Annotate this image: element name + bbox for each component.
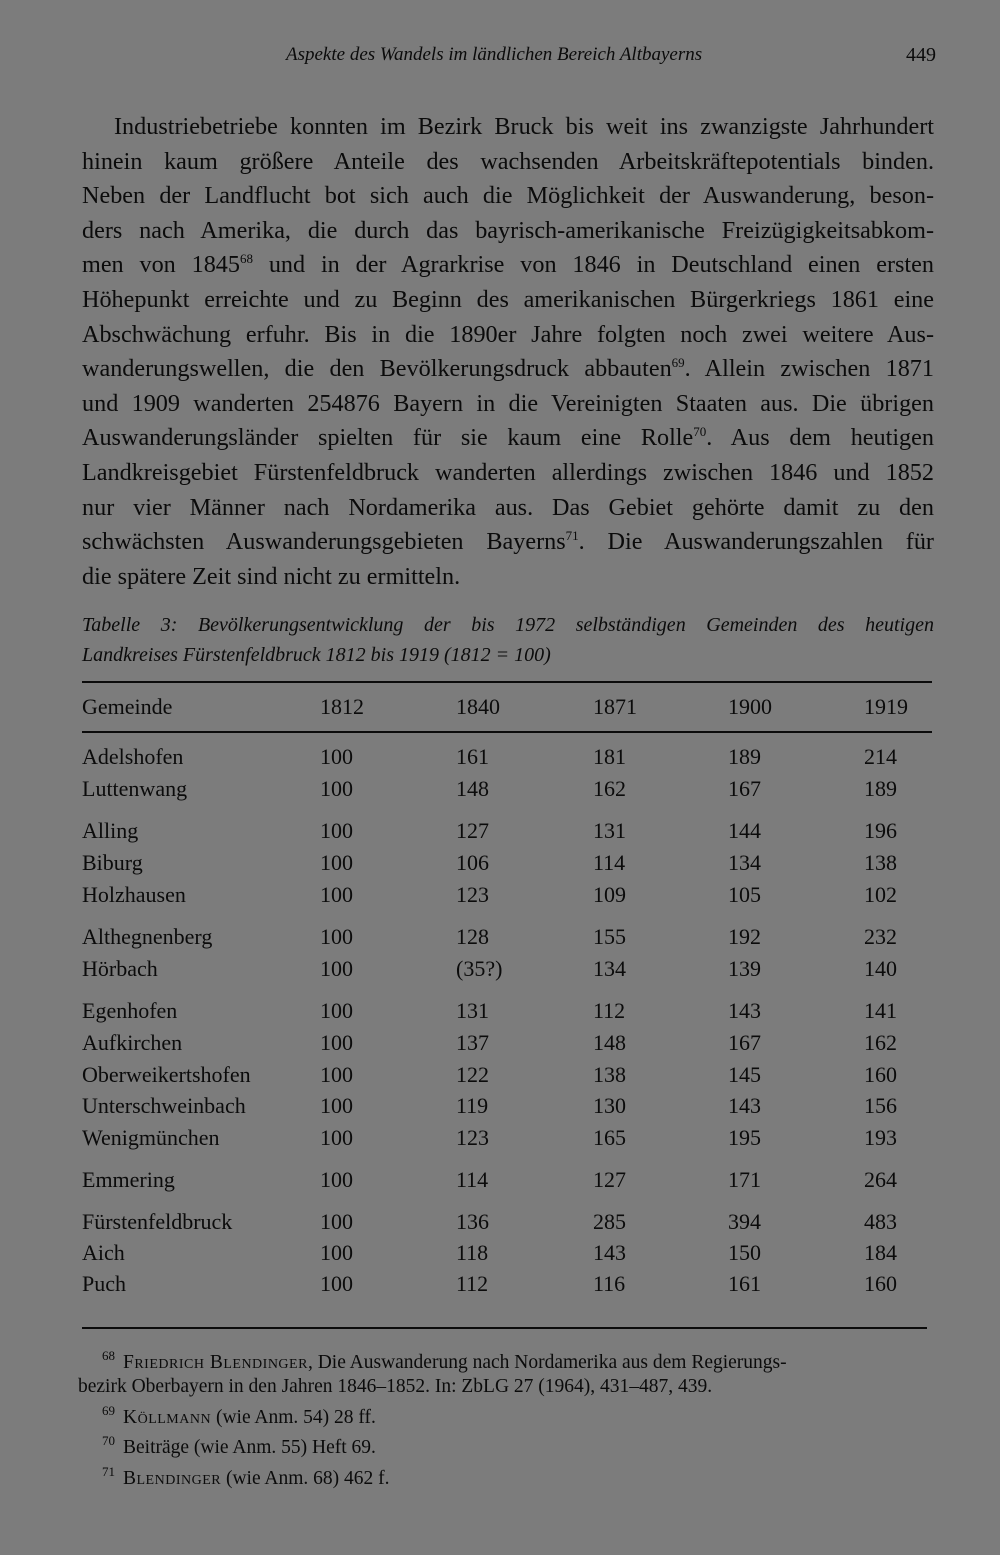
index-value: 118 [456,1240,489,1265]
footnote-number: 70 [102,1433,115,1449]
table-row [82,1167,932,1199]
index-value: 131 [593,818,626,843]
index-value: 171 [728,1167,761,1192]
municipality-name: Puch [82,1271,126,1296]
index-value: 148 [593,1030,626,1055]
index-value: 144 [728,818,761,843]
text-segment: Industriebetriebe konnten im Bezirk Bruck bis weit ins zwanzigste Jahrhundert [114,113,934,140]
text-line [82,248,934,283]
text-line [82,179,934,214]
footnote-rule [82,1327,927,1329]
text-segment: wanderungswellen, die den Bevölkerungsdruck abbauten [82,355,672,383]
index-value: 100 [320,1209,353,1234]
table-row [82,1093,932,1125]
index-value: 100 [320,1167,353,1192]
index-value: 192 [728,924,761,949]
text-line [82,421,934,456]
index-value: 116 [593,1271,626,1296]
table-row [82,1125,932,1157]
index-value: 138 [864,850,897,875]
index-value: 100 [320,818,353,843]
municipality-name: Emmering [82,1167,175,1192]
body-paragraph [82,110,934,594]
index-value: 100 [320,1093,353,1118]
index-value: 161 [728,1271,761,1296]
index-value: 106 [456,850,489,875]
index-value: 160 [864,1062,897,1087]
index-value: (35?) [456,956,503,981]
column-header: Gemeinde [82,694,173,719]
index-value: 128 [456,924,489,949]
footnote-number: 69 [102,1402,115,1418]
text-segment: Höhepunkt erreichte und zu Beginn des amerikanischen Bürgerkriegs 1861 eine [82,285,934,313]
text-segment: Landkreisgebiet Fürstenfeldbruck wanderten allerdings zwischen 1846 und 1852 [82,458,934,486]
index-value: 119 [456,1093,489,1118]
index-value: 150 [728,1240,761,1265]
index-value: 127 [593,1167,626,1192]
table-row [82,1062,932,1094]
table-row [82,1030,932,1062]
text-segment: schwächsten Auswanderungsgebieten Bayerns [82,528,566,556]
index-value: 189 [728,744,761,769]
text-line [82,560,934,595]
municipality-name: Unterschweinbach [82,1093,246,1118]
index-value: 112 [593,998,626,1023]
text-line [82,387,934,422]
index-value: 138 [593,1062,626,1087]
index-value: 100 [320,1125,353,1150]
index-value: 143 [728,998,761,1023]
text-line [82,352,934,387]
footnote-author: Köllmann [123,1406,212,1428]
index-value: 193 [864,1125,897,1150]
table-caption [82,610,934,670]
table-row [82,776,932,808]
index-value: 100 [320,776,353,801]
index-value: 100 [320,1030,353,1055]
footnote-ref: 71 [565,528,579,544]
index-value: 167 [728,776,761,801]
footnote-text: Beiträge (wie Anm. 55) Heft 69. [123,1437,376,1459]
footnote [78,1429,938,1460]
footnote [78,1399,938,1430]
table-row [82,924,932,956]
index-value: 161 [456,744,489,769]
column-header: 1919 [864,694,908,719]
municipality-name: Alling [82,818,139,843]
index-value: 148 [456,776,489,801]
index-value: 483 [864,1209,897,1234]
text-segment: nur vier Männer nach Nordamerika aus. Das Gebiet gehörte damit zu den [82,493,934,521]
index-value: 189 [864,776,897,801]
index-value: 131 [456,998,489,1023]
index-value: 136 [456,1209,489,1234]
index-value: 123 [456,882,489,907]
table-row [82,998,932,1030]
index-value: 155 [593,924,626,949]
index-value: 264 [864,1167,897,1192]
municipality-name: Luttenwang [82,776,188,801]
index-value: 100 [320,956,353,981]
index-value: 167 [728,1030,761,1055]
text-segment: und 1909 wanderten 254876 Bayern in die Vereinigten Staaten aus. Die übrigen [82,389,934,417]
footnote [78,1344,938,1375]
index-value: 156 [864,1093,897,1118]
index-value: 100 [320,924,353,949]
index-value: 162 [864,1030,897,1055]
table-row [82,1209,932,1241]
index-value: 100 [320,998,353,1023]
text-segment: . Allein zwischen 1871 [684,355,934,383]
index-value: 214 [864,744,897,769]
footnote-text: (wie Anm. 54) 28 ff. [211,1406,376,1428]
table-header-row [82,694,932,726]
index-value: 114 [593,850,626,875]
index-value: 134 [593,956,626,981]
index-value: 123 [456,1125,489,1150]
index-value: 109 [593,882,626,907]
municipality-name: Aich [82,1240,125,1265]
index-value: 181 [593,744,626,769]
text-line [82,283,934,318]
index-value: 114 [456,1167,489,1192]
caption-line: Landkreises Fürstenfeldbruck 1812 bis 1919 (1812 = 100) [82,644,551,666]
footnote-ref: 68 [239,251,253,267]
footnote [78,1375,938,1399]
table-row [82,882,932,914]
text-segment: ders nach Amerika, die durch das bayrisch-amerikanische Freizügigkeitsabkom- [82,216,934,244]
index-value: 100 [320,882,353,907]
footnote-text: bezirk Oberbayern in den Jahren 1846–1852. In: ZbLG 27 (1964), 431–487, 439. [78,1375,713,1397]
index-value: 145 [728,1062,761,1087]
index-value: 102 [864,882,897,907]
index-value: 100 [320,1240,353,1265]
footnote-ref: 69 [671,355,685,371]
caption-line: Tabelle 3: Bevölkerungsentwicklung der bis 1972 selbständigen Gemeinden des heutigen [82,614,934,636]
text-segment: Auswanderungsländer spielten für sie kaum eine Rolle [82,424,694,452]
footnote-number: 71 [102,1464,115,1480]
running-header [82,44,936,74]
text-segment: Abschwächung erfuhr. Bis in die 1890er Jahre folgten noch zwei weitere Aus- [82,320,934,348]
index-value: 130 [593,1093,626,1118]
index-value: 134 [728,850,761,875]
index-value: 100 [320,744,353,769]
municipality-name: Hörbach [82,956,158,981]
footnote-number: 68 [102,1348,115,1363]
text-segment: die spätere Zeit sind nicht zu ermitteln. [82,562,461,590]
column-header: 1812 [320,694,364,719]
municipality-name: Egenhofen [82,998,178,1023]
text-line [82,491,934,526]
table-row [82,956,932,988]
index-value: 184 [864,1240,897,1265]
text-line [82,456,934,491]
table-row [82,850,932,882]
index-value: 143 [728,1093,761,1118]
index-value: 105 [728,882,761,907]
index-value: 165 [593,1125,626,1150]
text-segment: . Die Auswanderungszahlen für [578,528,934,556]
index-value: 195 [728,1125,761,1150]
text-segment: hinein kaum größere Anteile des wachsenden Arbeitskräftepotentials binden. [82,147,934,175]
column-header: 1900 [728,694,772,719]
index-value: 127 [456,818,489,843]
index-value: 140 [864,956,897,981]
footnote-text: (wie Anm. 68) 462 f. [221,1468,390,1490]
text-segment: Neben der Landflucht bot sich auch die Möglichkeit der Auswanderung, beson- [82,182,934,210]
text-segment: men von 1845 [82,251,240,279]
municipality-name: Biburg [82,850,143,875]
table-row [82,1271,932,1303]
municipality-name: Althegnenberg [82,924,213,949]
municipality-name: Holzhausen [82,882,186,907]
index-value: 122 [456,1062,489,1087]
column-header: 1871 [593,694,637,719]
index-value: 141 [864,998,897,1023]
index-value: 394 [728,1209,761,1234]
municipality-name: Fürstenfeldbruck [82,1209,233,1234]
index-value: 112 [456,1271,489,1296]
index-value: 100 [320,1062,353,1087]
text-line [82,110,934,145]
text-segment: . Aus dem heutigen [706,424,934,452]
municipality-name: Wenigmünchen [82,1125,220,1150]
index-value: 143 [593,1240,626,1265]
table-row [82,818,932,850]
table-row [82,744,932,776]
footnotes [78,1344,938,1491]
footnote-author: Blendinger [123,1468,222,1490]
running-title: Aspekte des Wandels im ländlichen Bereich Altbayerns [286,44,703,65]
table-top-rule [82,681,932,683]
text-line [82,525,934,560]
table-header-rule [82,731,932,733]
table-row [82,1240,932,1272]
text-line [82,318,934,353]
text-line [82,145,934,180]
index-value: 232 [864,924,897,949]
text-line [82,214,934,249]
footnote-text: , Die Auswanderung nach Nordamerika aus dem Regierungs- [307,1352,787,1373]
index-value: 139 [728,956,761,981]
municipality-name: Oberweikertshofen [82,1062,251,1087]
municipality-name: Adelshofen [82,744,184,769]
index-value: 100 [320,850,353,875]
page-number: 449 [906,44,936,66]
index-value: 160 [864,1271,897,1296]
index-value: 285 [593,1209,626,1234]
footnote-author: Friedrich Blendinger [123,1352,308,1373]
footnote [78,1460,938,1491]
municipality-name: Aufkirchen [82,1030,183,1055]
column-header: 1840 [456,694,500,719]
footnote-ref: 70 [693,424,707,440]
index-value: 100 [320,1271,353,1296]
index-value: 196 [864,818,897,843]
index-value: 137 [456,1030,489,1055]
index-value: 162 [593,776,626,801]
text-segment: und in der Agrarkrise von 1846 in Deutschland einen ersten [252,251,934,279]
